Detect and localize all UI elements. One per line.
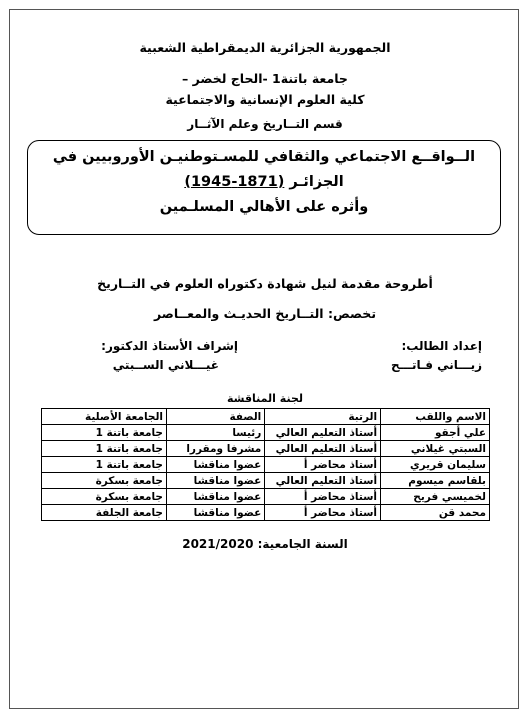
academic-year <box>0 537 530 551</box>
table-row <box>42 441 490 457</box>
cell-rank: أستاذ التعليم العالي <box>265 425 381 441</box>
cell-rank: أستاذ التعليم العالي <box>265 441 381 457</box>
cell-university: جامعة باتنة 1 <box>42 441 167 457</box>
cell-role: عضوا مناقشا <box>167 457 265 473</box>
cell-rank: أستاذ محاضر أ <box>265 505 381 521</box>
title-line-3: وأثره على الأهالي المسلـمين <box>159 199 369 215</box>
supervisor-name: غيـــلاني الســبتي <box>112 358 219 372</box>
cell-role: رئيسا <box>167 425 265 441</box>
cell-rank: أستاذ التعليم العالي <box>265 473 381 489</box>
cell-university: جامعة باتنة 1 <box>42 425 167 441</box>
specialty-line: تخصص: التــاريخ الحديـث والمعــاصر <box>153 306 377 321</box>
title-line-2-prefix: الجزائـر <box>289 174 344 190</box>
header-rank: الرتبة <box>265 409 381 425</box>
student-name: زيـــاني فـاتـــح <box>391 358 482 372</box>
table-row <box>42 457 490 473</box>
degree-line: أطروحة مقدمة لنيل شهادة دكتوراه العلوم في التــاريخ <box>97 276 433 291</box>
cell-role: عضوا مناقشا <box>167 505 265 521</box>
student-label: إعداد الطالب: <box>401 339 482 353</box>
jury-caption: لجنة المناقشة <box>226 392 303 405</box>
table-row <box>42 505 490 521</box>
cell-role: عضوا مناقشا <box>167 489 265 505</box>
cell-university: جامعة بسكرة <box>42 489 167 505</box>
cell-role: عضوا مناقشا <box>167 473 265 489</box>
cell-rank: أستاذ محاضر أ <box>265 457 381 473</box>
department-line: قسم التــاريخ وعلم الآثــار <box>187 117 343 131</box>
title-line-2 <box>28 174 500 190</box>
cell-university: جامعة باتنة 1 <box>42 457 167 473</box>
university-line: جامعة باتنة1 -الحاج لخضر – <box>182 71 348 86</box>
jury-header-row <box>42 409 490 425</box>
cell-university: جامعة الجلفة <box>42 505 167 521</box>
cell-name: محمد قن <box>381 505 490 521</box>
academic-year-label: السنة الجامعية: <box>257 537 348 551</box>
cell-name: سليمان قريري <box>381 457 490 473</box>
supervisor-label: إشراف الأستاذ الدكتور: <box>101 339 238 353</box>
cell-university: جامعة بسكرة <box>42 473 167 489</box>
title-line-1: الــواقــع الاجتماعي والثقافي للمسـتوطنيـن الأوروبيين في <box>52 149 476 165</box>
table-row <box>42 489 490 505</box>
jury-table <box>41 408 490 521</box>
header-name: الاسم واللقب <box>381 409 490 425</box>
cell-name: علي أجقو <box>381 425 490 441</box>
cell-name: السبتي غيلاني <box>381 441 490 457</box>
header-role: الصفة <box>167 409 265 425</box>
cell-role: مشرفا ومقررا <box>167 441 265 457</box>
title-years: (1871-1945) <box>184 174 285 190</box>
header-university: الجامعة الأصلية <box>42 409 167 425</box>
cell-name: بلقاسم ميسوم <box>381 473 490 489</box>
title-box <box>27 140 501 235</box>
cell-name: لخميسي فريح <box>381 489 490 505</box>
academic-year-value: 2021/2020 <box>182 537 254 551</box>
cell-rank: أستاذ محاضر أ <box>265 489 381 505</box>
table-row <box>42 473 490 489</box>
table-row <box>42 425 490 441</box>
republic-line: الجمهورية الجزائرية الديمقراطية الشعبية <box>139 40 391 55</box>
faculty-line: كلية العلوم الإنسانية والاجتماعية <box>165 92 365 107</box>
